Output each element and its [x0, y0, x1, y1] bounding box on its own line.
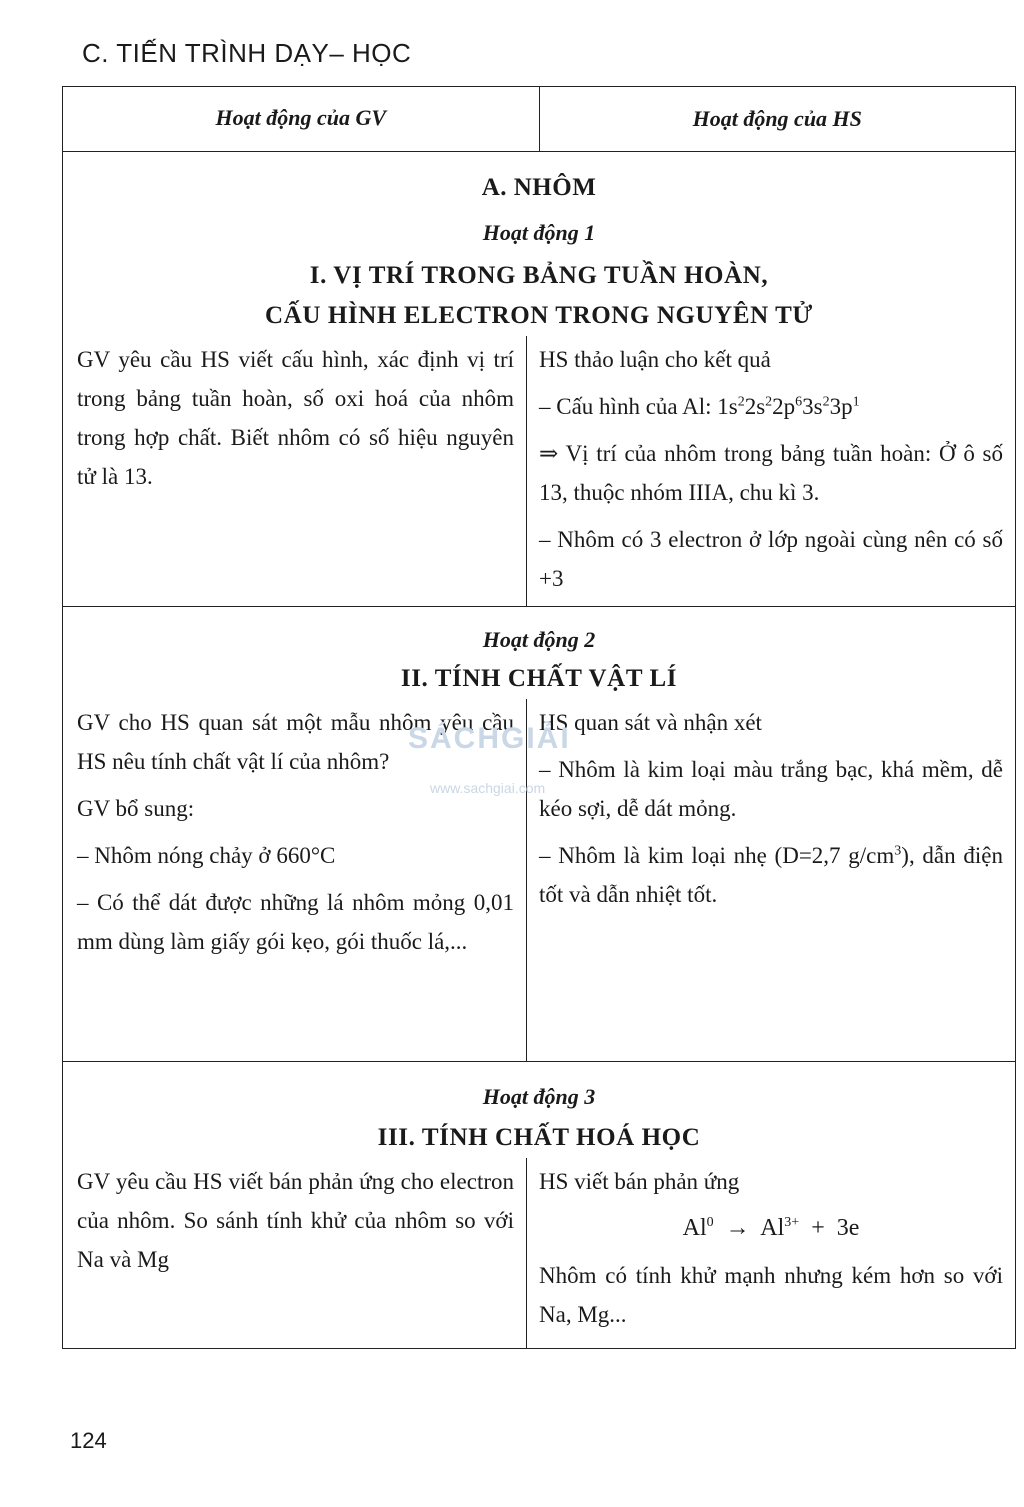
- activity-2-gv-melting: – Nhôm nóng chảy ở 660°C: [77, 843, 336, 868]
- activity-3-heading: III. TÍNH CHẤT HOÁ HỌC: [377, 1124, 701, 1151]
- activity-1-heading-line1: I. VỊ TRÍ TRONG BẢNG TUẦN HOÀN,: [309, 262, 769, 289]
- activity-2-section: [63, 607, 1015, 1062]
- half-reaction-equation: $Al^0 \to Al^{3+} + 3e$: [682, 1215, 860, 1241]
- activity-1-hs-position: ⇒ Vị trí của nhôm trong bảng tuần hoàn: Ở ô số 13, thuộc nhóm IIIA, chu kì 3.: [539, 441, 1003, 505]
- section-a-title: A. NHÔM: [481, 174, 597, 201]
- activity-3-row: [63, 1158, 1015, 1348]
- activity-1-section: [63, 152, 1015, 607]
- activity-2-hs-intro: HS quan sát và nhận xét: [539, 710, 762, 735]
- header-hs: Hoạt động của HS: [692, 106, 862, 131]
- activity-3-hs: [527, 1158, 1015, 1348]
- activity-2-gv-foil: – Có thể dát được những lá nhôm mỏng 0,01 mm dùng làm giấy gói kẹo, gói thuốc lá,...: [77, 890, 514, 954]
- activity-2-heading: II. TÍNH CHẤT VẬT LÍ: [400, 665, 678, 692]
- lesson-table: [62, 86, 1016, 1349]
- activity-1-hs: [527, 336, 1015, 606]
- activity-3-gv: [63, 1158, 527, 1348]
- activity-2-row: [63, 699, 1015, 1061]
- activity-3-section: [63, 1062, 1015, 1348]
- activity-1-heading-line2: CẤU HÌNH ELECTRON TRONG NGUYÊN TỬ: [265, 302, 813, 329]
- activity-2-gv-text: GV cho HS quan sát một mẫu nhôm yêu cầu HS nêu tính chất vật lí của nhôm?: [77, 710, 514, 774]
- activity-1-row: [63, 336, 1015, 606]
- page-heading: C. TIẾN TRÌNH DẠY– HỌC: [82, 38, 412, 68]
- activity-1-gv: [63, 336, 527, 606]
- activity-2-hs-density: – Nhôm là kim loại nhẹ (D=2,7 $g/cm^3$), dẫn điện tốt và dẫn nhiệt tốt.: [539, 843, 1003, 907]
- activity-2-label: Hoạt động 2: [482, 627, 596, 652]
- activity-1-label: Hoạt động 1: [482, 220, 596, 245]
- activity-3-label: Hoạt động 3: [482, 1084, 596, 1109]
- activity-1-hs-oxidation: – Nhôm có 3 electron ở lớp ngoài cùng nên có số +3: [539, 527, 1003, 591]
- activity-2-hs-color: – Nhôm là kim loại màu trắng bạc, khá mềm, dễ kéo sợi, dễ dát mỏng.: [539, 757, 1003, 821]
- activity-3-hs-conclusion: Nhôm có tính khử mạnh nhưng kém hơn so với Na, Mg...: [539, 1263, 1003, 1327]
- page-number: 124: [70, 1428, 107, 1453]
- electron-configuration: – Cấu hình của Al: $1s^22s^22p^63s^23p^1$: [539, 394, 860, 419]
- table-header: [63, 87, 1015, 152]
- watermark-logo: SÁCHGIẢI: [408, 722, 571, 755]
- activity-2-hs: [527, 699, 1015, 1061]
- header-gv: Hoạt động của GV: [63, 87, 540, 151]
- activity-1-gv-text: GV yêu cầu HS viết cấu hình, xác định vị trí trong bảng tuần hoàn, số oxi hoá của nhôm trong hợp chất. Biết nhôm có số hiệu nguyên tử là 13.: [77, 347, 514, 489]
- activity-1-hs-intro: HS thảo luận cho kết quả: [539, 347, 771, 372]
- activity-2-gv-supplement: GV bổ sung:: [77, 796, 195, 821]
- activity-1-heading: [63, 246, 1015, 336]
- activity-3-gv-text: GV yêu cầu HS viết bán phản ứng cho electron của nhôm. So sánh tính khử của nhôm so với Na và Mg: [77, 1169, 514, 1272]
- activity-2-gv: [63, 699, 527, 1061]
- watermark-url: www.sachgiai.com: [430, 780, 546, 796]
- activity-3-hs-intro: HS viết bán phản ứng: [539, 1169, 740, 1194]
